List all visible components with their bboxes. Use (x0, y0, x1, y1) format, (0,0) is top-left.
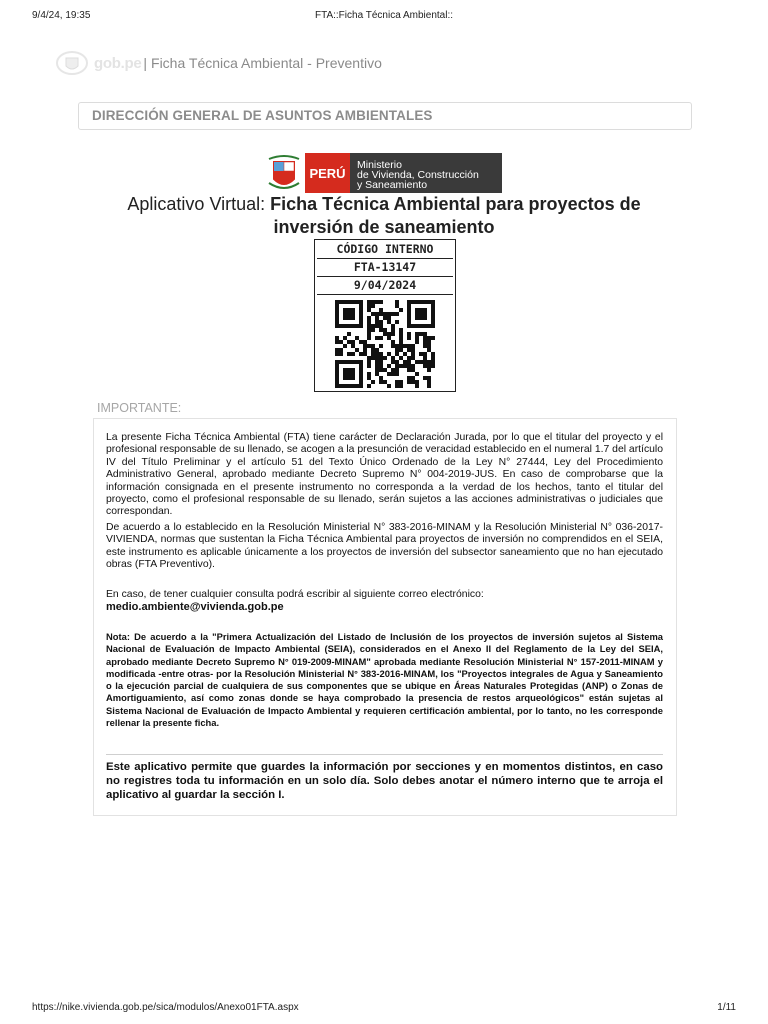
print-footer (0, 994, 768, 1024)
ministry-line-3: y Saneamiento (357, 179, 428, 191)
contact-text: En caso, de tener cualquier consulta podrá escribir al siguiente correo electrónico: (106, 589, 484, 600)
ministry-name (350, 153, 502, 193)
page-title-prefix: Aplicativo Virtual: (127, 194, 271, 214)
print-datetime: 9/4/24, 19:35 (32, 10, 91, 21)
internal-code-value: FTA-13147 (317, 259, 453, 277)
ministry-line-1: Ministerio (357, 159, 402, 171)
gob-pe-logo-text: gob.pe (94, 54, 142, 72)
qr-code-icon (335, 300, 435, 388)
ministry-logo (265, 153, 502, 193)
gob-pe-logo[interactable] (54, 50, 141, 76)
divider (106, 754, 663, 755)
page-title (100, 193, 668, 239)
importante-label: IMPORTANTE: (97, 401, 182, 415)
print-doc-title: FTA::Ficha Técnica Ambiental:: (314, 10, 454, 21)
print-url: https://nike.vivienda.gob.pe/sica/modulos/Anexo01FTA.aspx (32, 1002, 299, 1013)
direction-panel (78, 102, 692, 130)
page-title-bold-2: inversión de saneamiento (273, 217, 495, 237)
save-info-paragraph: Este aplicativo permite que guardes la información por secciones y en momentos distintos, en caso no registres toda tu información en un solo día. Solo debes anotar el número interno que te arroja el aplicativo al guardar la sección I. (106, 761, 663, 801)
brand-bar (54, 48, 474, 78)
importante-box (93, 418, 677, 816)
contact-paragraph (106, 589, 663, 615)
scope-paragraph: De acuerdo a lo establecido en la Resolución Ministerial N° 383-2016-MINAM y la Resolución Ministerial N° 036-2017-VIVIENDA, normas que sustentan la Ficha Técnica Ambiental para proyectos de inversión no comprendidos en el SEIA, este instrumento es aplicable únicamente a los proyectos de inversión del subsector saneamiento que no han ejecutado obras (FTA Preventivo). (106, 522, 663, 571)
contact-email[interactable]: medio.ambiente@vivienda.gob.pe (106, 601, 284, 614)
peru-shield-icon (265, 153, 303, 193)
internal-code-box (314, 239, 456, 392)
print-page-number: 1/11 (717, 1002, 736, 1013)
peru-label: PERÚ (305, 153, 350, 193)
ministry-line-2: de Vivienda, Construcción (357, 169, 479, 181)
internal-code-label: CÓDIGO INTERNO (317, 241, 453, 259)
declaration-paragraph: La presente Ficha Técnica Ambiental (FTA) tiene carácter de Declaración Jurada, por lo que el titular del proyecto y el profesional responsable de su llenado, se acogen a la presunción de veracidad establecido en el numeral 1.7 del artículo IV del Título Preliminar y el artículo 51 del Texto Único Ordenado de la Ley N° 27444, Ley del Procedimiento Administrativo General, aprobado mediante Decreto Supremo N° 004-2019-JUS. En caso de comprobarse que la información consignada en el presente instrumento no corresponda a la verdad de los hechos, tanto el titular del proyecto, como el profesional responsable de su llenado, serán sujetos a las acciones administrativas o judiciales que correspondan. (106, 432, 663, 518)
internal-code-date: 9/04/2024 (317, 277, 453, 295)
page-title-bold-1: Ficha Técnica Ambiental para proyectos de (270, 194, 641, 214)
note-paragraph: Nota: De acuerdo a la "Primera Actualización del Listado de Inclusión de los proyectos de inversión sujetos al Sistema Nacional de Evaluación de Impacto Ambiental (SEIA), considerados en el Anexo II del Reglamento de la Ley del SEIA, aprobado mediante Decreto Supremo N° 019-2009-MINAM" aprobada mediante Resolución Ministerial N° 157-2011-MINAM y modificada -entre otras- por la Resolución Ministerial N° 383-2016-MINAM, los "Proyectos integrales de Agua y Saneamiento o la ejecución parcial de cualquiera de sus componentes que se ubique en Áreas Naturales Protegidas (ANP) o Zonas de Amortiguamiento, así como zonas donde se haya comprobado la presencia de restos arqueológicos" están sujetas al Sistema Nacional de Evaluación de Impacto Ambiental y requieren certificación ambiental, por lo tanto, no les corresponde rellenar la presente ficha. (106, 631, 663, 729)
panel-title: DIRECCIÓN GENERAL DE ASUNTOS AMBIENTALES (92, 108, 433, 123)
brand-subtitle: Ficha Técnica Ambiental - Preventivo (151, 55, 382, 71)
coat-of-arms-icon (54, 50, 90, 76)
print-header (0, 0, 768, 30)
brand-separator: | (143, 55, 148, 71)
